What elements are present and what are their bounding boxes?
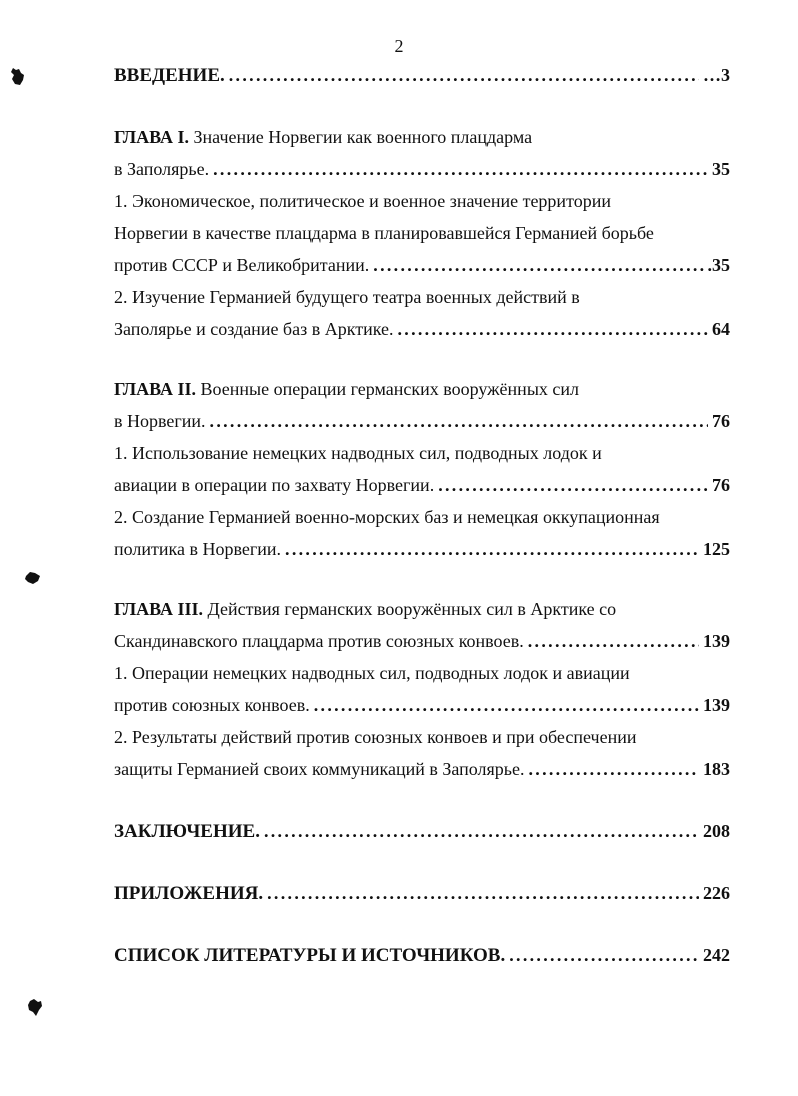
entry-title: защиты Германией своих коммуникаций в Заполярье. [114, 759, 525, 779]
entry-title: СПИСОК ЛИТЕРАТУРЫ И ИСТОЧНИКОВ. [114, 945, 506, 966]
section-text: 1. Операции немецких надводных сил, подводных лодок и авиации [114, 663, 630, 683]
page-number: 2 [394, 36, 404, 56]
dot-leader [285, 534, 699, 564]
dot-leader [397, 314, 708, 344]
toc-entry-chapter-3[interactable] [114, 626, 730, 656]
entry-title: политика в Норвегии. [114, 539, 282, 559]
entry-page: 76 [712, 411, 730, 431]
entry-title: авиации в операции по захвату Норвегии. [114, 475, 435, 495]
chapter-title: Военные операции германских вооружённых сил [200, 379, 580, 399]
entry-page: 64 [712, 319, 730, 339]
toc-entry-section-3-1[interactable] [114, 690, 730, 720]
toc-entry-section-2-2[interactable] [114, 534, 730, 564]
entry-page: 208 [703, 821, 730, 841]
entry-title: в Норвегии. [114, 411, 206, 431]
entry-title: в Заполярье. [114, 159, 210, 179]
chapter-3-heading [114, 594, 730, 624]
entry-page: .35 [707, 255, 730, 275]
entry-title: Скандинавского плацдарма против союзных конвоев. [114, 631, 524, 651]
entry-title: против СССР и Великобритании. [114, 255, 370, 275]
entry-title: Заполярье и создание баз в Арктике. [114, 319, 394, 339]
section-text: 2. Создание Германией военно-морских баз и немецкая оккупационная [114, 507, 660, 527]
section-text: 1. Экономическое, политическое и военное значение территории [114, 191, 611, 211]
entry-title: ПРИЛОЖЕНИЯ. [114, 883, 264, 904]
toc-entry-section-2-1[interactable] [114, 470, 730, 500]
entry-page: 139 [703, 631, 730, 651]
section-text: Норвегии в качестве плацдарма в планировавшейся Германией борьбе [114, 223, 654, 243]
toc-entry-appendices[interactable] [114, 878, 730, 908]
chapter-2-heading [114, 374, 730, 404]
dot-leader [528, 626, 699, 656]
dot-leader [528, 754, 699, 784]
ink-blot-middle [24, 570, 42, 586]
section-text: 2. Изучение Германией будущего театра военных действий в [114, 287, 580, 307]
chapter-title: Действия германских вооружённых сил в Арктике со [207, 599, 617, 619]
toc-entry-introduction[interactable] [114, 60, 730, 90]
section-text: 2. Результаты действий против союзных конвоев и при обеспечении [114, 727, 637, 747]
section-text: 1. Использование немецких надводных сил, подводных лодок и [114, 443, 602, 463]
dot-leader [438, 470, 708, 500]
dot-leader [509, 940, 699, 970]
toc-entry-chapter-1[interactable] [114, 154, 730, 184]
dot-leader [267, 878, 699, 908]
chapter-label: ГЛАВА I. [114, 127, 190, 147]
entry-page: 226 [703, 883, 730, 903]
entry-page: 35 [712, 159, 730, 179]
chapter-title: Значение Норвегии как военного плацдарма [193, 127, 533, 147]
entry-page: …3 [703, 65, 730, 85]
toc-entry-conclusion[interactable] [114, 816, 730, 846]
entry-title: против союзных конвоев. [114, 695, 310, 715]
dot-leader [213, 154, 708, 184]
entry-page: 139 [703, 695, 730, 715]
dot-leader [264, 816, 699, 846]
entry-title: ЗАКЛЮЧЕНИЕ. [114, 821, 260, 842]
toc-entry-chapter-2[interactable] [114, 406, 730, 436]
chapter-1-heading [114, 122, 730, 152]
entry-page: 76 [712, 475, 730, 495]
toc-entry-section-1-1[interactable] [114, 250, 730, 280]
toc-entry-references[interactable] [114, 940, 730, 970]
dot-leader [314, 690, 699, 720]
dot-leader [229, 60, 699, 90]
dot-leader [210, 406, 708, 436]
toc-entry-section-3-2[interactable] [114, 754, 730, 784]
chapter-label: ГЛАВА II. [114, 379, 197, 399]
entry-page: 242 [703, 945, 730, 965]
entry-page: 183 [703, 759, 730, 779]
dot-leader [373, 250, 703, 280]
ink-blot-bottom [26, 998, 44, 1018]
entry-title: ВВЕДЕНИЕ. [114, 65, 225, 86]
toc-entry-section-1-2[interactable] [114, 314, 730, 344]
chapter-label: ГЛАВА III. [114, 599, 204, 619]
ink-blot-top [10, 66, 26, 88]
entry-page: 125 [703, 539, 730, 559]
